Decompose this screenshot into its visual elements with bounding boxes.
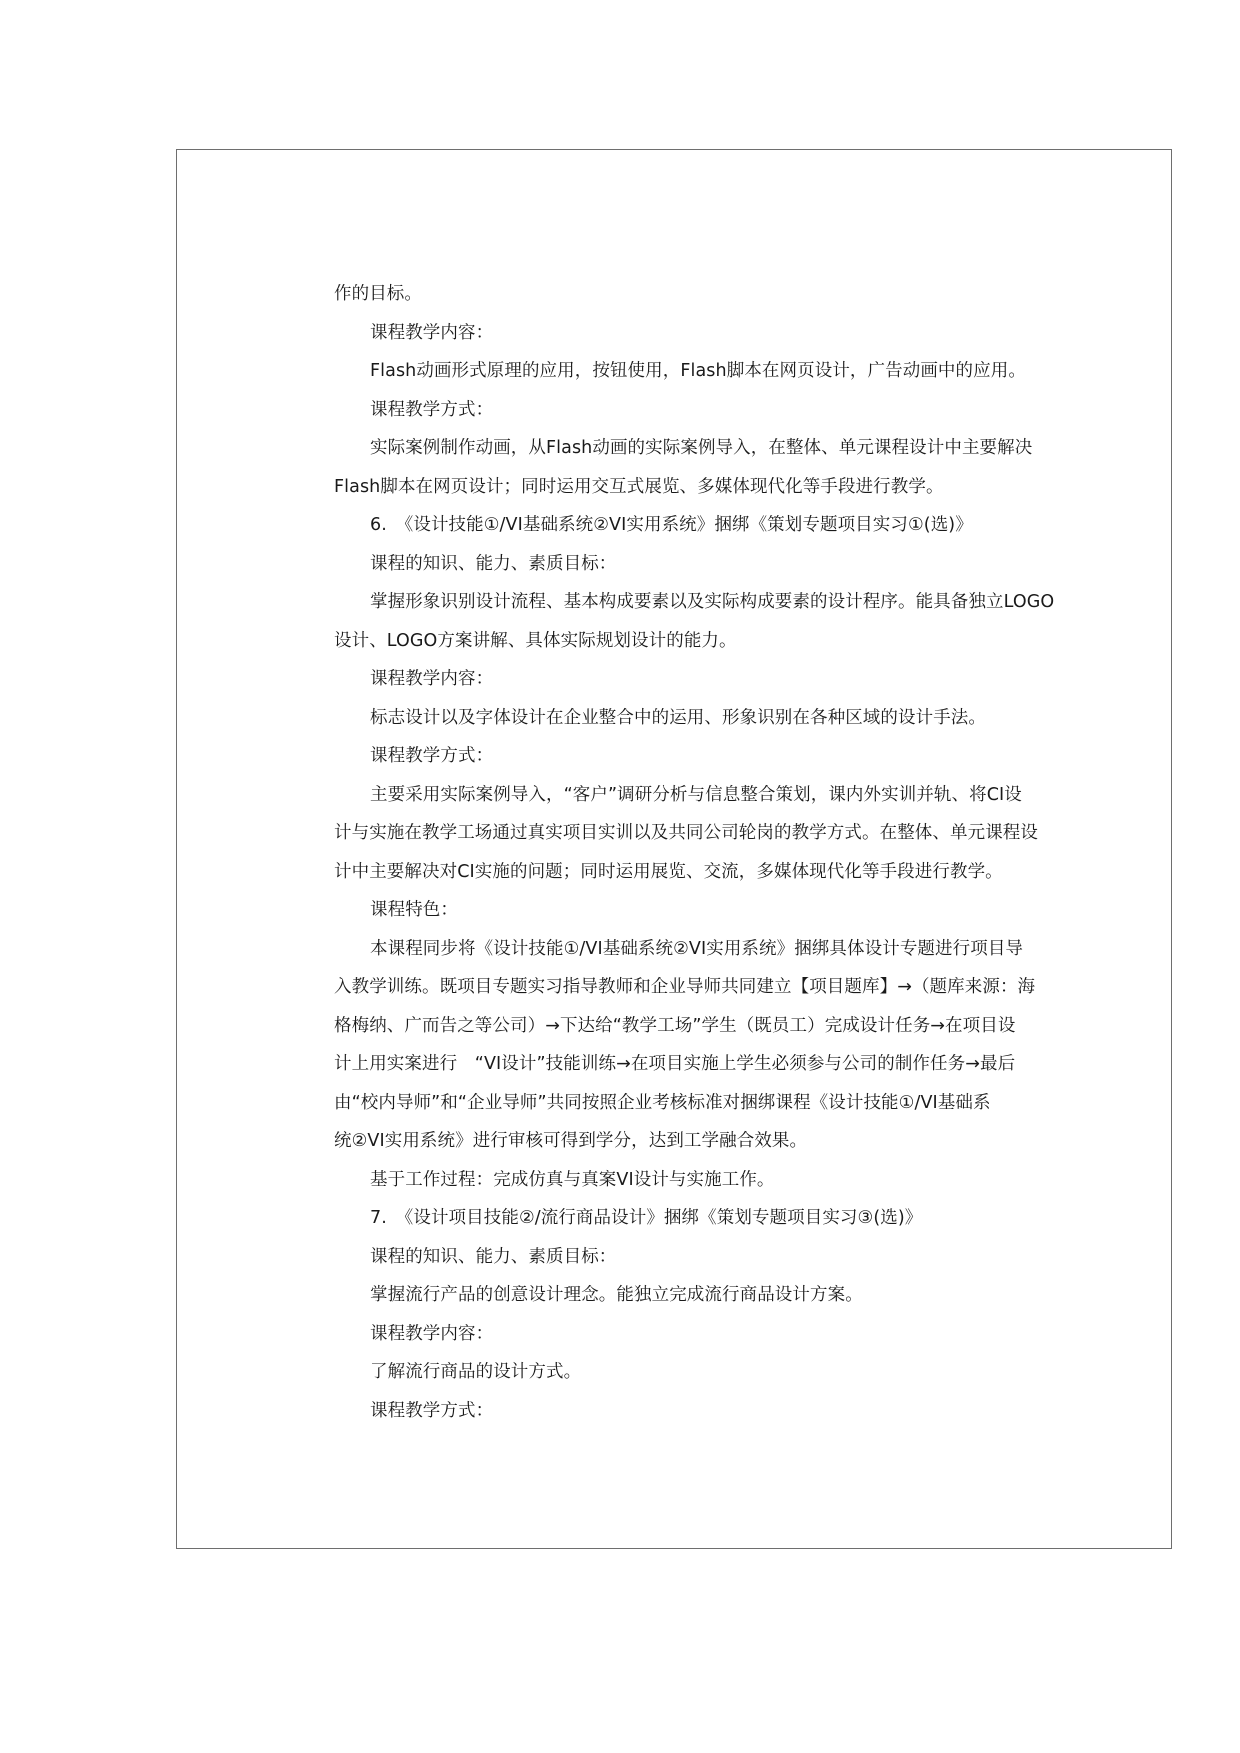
text-line: 入教学训练。既项目专题实习指导教师和企业导师共同建立【项目题库】→（题库来源：海	[334, 977, 1036, 997]
text-line: 了解流行商品的设计方式。	[370, 1362, 582, 1382]
text-line: 格梅纳、广而告之等公司）→下达给“教学工场”学生（既员工）完成设计任务→在项目设	[334, 1015, 1016, 1036]
section-heading: 6. 《设计技能①/VI基础系统②VI实用系统》捆绑《策划专题项目实习①(选)》	[370, 515, 973, 535]
document-body	[334, 275, 1054, 1430]
text-line: 课程教学内容：	[370, 1323, 494, 1344]
text-line: 课程教学方式：	[370, 1400, 494, 1421]
text-line: 统②VI实用系统》进行审核可得到学分，达到工学融合效果。	[334, 1131, 808, 1151]
text-line: 作的目标。	[334, 284, 422, 304]
section-heading: 7. 《设计项目技能②/流行商品设计》捆绑《策划专题项目实习③(选)》	[370, 1208, 923, 1228]
text-line: 课程教学方式：	[370, 746, 494, 766]
text-line: 课程教学内容：	[370, 322, 494, 343]
text-line: 课程特色：	[370, 900, 458, 920]
text-line: 设计、LOGO方案讲解、具体实际规划设计的能力。	[334, 630, 737, 651]
text-line: 课程教学内容：	[370, 669, 494, 689]
text-line: 实际案例制作动画，从Flash动画的实际案例导入，在整体、单元课程设计中主要解决	[370, 438, 1033, 458]
text-line: 由“校内导师”和“企业导师”共同按照企业考核标准对捆绑课程《设计技能①/VI基础系	[334, 1092, 991, 1113]
text-line: 本课程同步将《设计技能①/VI基础系统②VI实用系统》捆绑具体设计专题进行项目导	[370, 938, 1024, 959]
text-line: 课程的知识、能力、素质目标：	[370, 553, 617, 574]
text-line: 掌握流行产品的创意设计理念。能独立完成流行商品设计方案。	[370, 1285, 863, 1305]
text-line: 掌握形象识别设计流程、基本构成要素以及实际构成要素的设计程序。能具备独立LOGO	[370, 592, 1055, 612]
text-line: 课程教学方式：	[370, 399, 494, 420]
text-line: Flash动画形式原理的应用，按钮使用，Flash脚本在网页设计，广告动画中的应用。	[370, 361, 1026, 381]
text-line: 基于工作过程：完成仿真与真案VI设计与实施工作。	[370, 1169, 775, 1190]
text-line: 计中主要解决对CI实施的问题；同时运用展览、交流，多媒体现代化等手段进行教学。	[334, 861, 1003, 882]
text-line: 计与实施在教学工场通过真实项目实训以及共同公司轮岗的教学方式。在整体、单元课程设	[334, 823, 1038, 843]
text-line: 计上用实案进行 “VI设计”技能训练→在项目实施上学生必须参与公司的制作任务→最后	[334, 1054, 1016, 1074]
text-line: Flash脚本在网页设计；同时运用交互式展览、多媒体现代化等手段进行教学。	[334, 476, 944, 497]
text-line: 课程的知识、能力、素质目标：	[370, 1246, 617, 1267]
text-line: 主要采用实际案例导入，“客户”调研分析与信息整合策划，课内外实训并轨、将CI设	[370, 784, 1022, 805]
text-line: 标志设计以及字体设计在企业整合中的运用、形象识别在各种区域的设计手法。	[370, 707, 986, 728]
